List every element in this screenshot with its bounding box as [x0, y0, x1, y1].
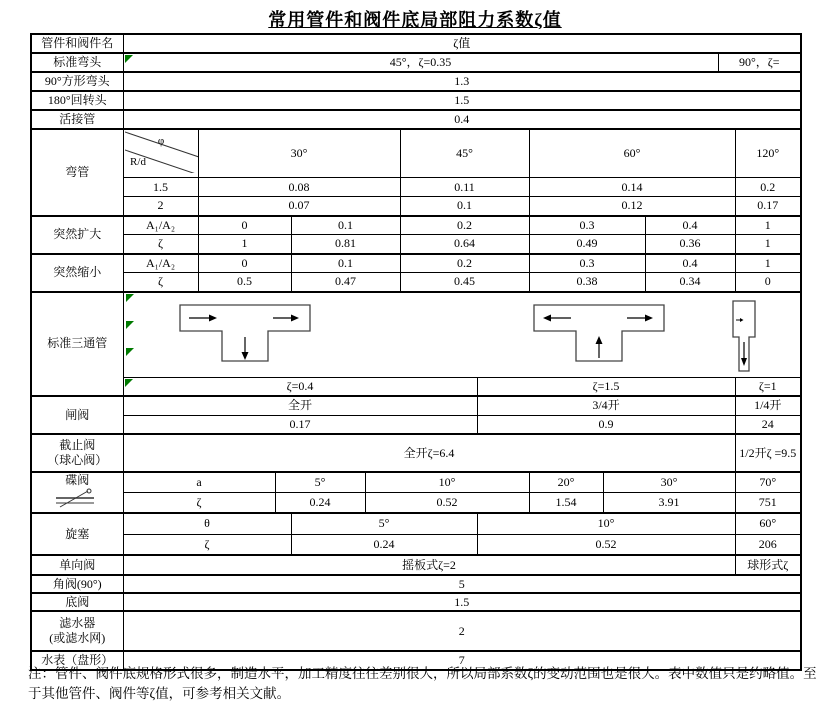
expansion-ratio-3: 0.3: [529, 216, 645, 235]
row-label-square-elbow: 90°方形弯头: [31, 72, 123, 91]
contraction-zeta-3: 0.38: [529, 273, 645, 292]
plug-angle-0: 5°: [291, 513, 477, 534]
tee-diagram-run-flow: [179, 304, 311, 368]
strainer-label-line2: (或滤水网): [49, 631, 106, 645]
contraction-zeta-label: ζ: [123, 273, 198, 292]
rd-label: R/d: [129, 156, 146, 168]
tee-diagram-cell: [123, 292, 801, 378]
standard-elbow-45-text: 45°，ζ=0.35: [389, 55, 452, 69]
arrow-down-icon: [241, 352, 248, 360]
tee-diagram-side-outlet: [732, 300, 756, 372]
bend-rd15-30: 0.08: [198, 178, 400, 197]
bend-angle-60: 60°: [529, 129, 735, 178]
row-label-sudden-contraction: 突然缩小: [31, 254, 123, 292]
expansion-zeta-label: ζ: [123, 235, 198, 254]
plug-zeta-1: 0.52: [477, 534, 735, 555]
gate-valve-open-full: 全开: [123, 396, 477, 415]
butterfly-param-label: a: [123, 472, 275, 493]
row-label-union-pipe: 活接管: [31, 110, 123, 129]
contraction-ratio-1: 0.1: [291, 254, 400, 273]
tee-zeta-run-text: ζ=0.4: [286, 378, 314, 393]
arrow-right-icon: [209, 314, 217, 321]
standard-elbow-90: 90°，ζ=: [718, 53, 801, 72]
header-zeta-value: ζ值: [123, 34, 801, 53]
expansion-zeta-2: 0.64: [400, 235, 529, 254]
phi-label: φ: [157, 135, 164, 147]
cell-error-indicator-icon: [125, 379, 133, 387]
arrow-right-icon: [645, 314, 653, 321]
row-label-gate-valve: 闸阀: [31, 396, 123, 434]
butterfly-zeta-3: 3.91: [603, 493, 735, 514]
angle-valve-value: 5: [123, 575, 801, 593]
plug-angle-2: 60°: [735, 513, 801, 534]
bend-angle-30: 30°: [198, 129, 400, 178]
row-label-strainer: [31, 611, 123, 651]
row-label-check-valve: 单向阀: [31, 555, 123, 575]
water-meter-value: 7: [123, 651, 801, 670]
row-label-angle-valve: 角阀(90°): [31, 575, 123, 593]
return-bend-value: 1.5: [123, 91, 801, 110]
globe-valve-label-line1: 截止阀: [59, 438, 96, 452]
contraction-zeta-0: 0.5: [198, 273, 291, 292]
tee-zeta-side: ζ=1: [735, 377, 801, 396]
expansion-ratio-4: 0.4: [645, 216, 735, 235]
union-pipe-value: 0.4: [123, 110, 801, 129]
row-label-plug-cock: 旋塞: [31, 513, 123, 555]
expansion-ratio-5: 1: [735, 216, 801, 235]
row-label-butterfly-valve: [31, 472, 123, 513]
butterfly-angle-3: 30°: [603, 472, 735, 493]
expansion-ratio-2: 0.2: [400, 216, 529, 235]
bend-rd15-45: 0.11: [400, 178, 529, 197]
contraction-ratio-2: 0.2: [400, 254, 529, 273]
cell-error-indicator-icon: [126, 321, 134, 329]
square-elbow-value: 1.3: [123, 72, 801, 91]
row-label-globe-valve: [31, 434, 123, 472]
plug-zeta-label: ζ: [123, 534, 291, 555]
expansion-ratio-label: A₁/A₂: [123, 216, 198, 235]
expansion-zeta-3: 0.49: [529, 235, 645, 254]
gate-valve-open-14: 1/4开: [735, 396, 801, 415]
plug-zeta-2: 206: [735, 534, 801, 555]
arrow-up-icon: [595, 336, 602, 344]
cell-error-indicator-icon: [126, 348, 134, 356]
standard-elbow-45: [123, 53, 718, 72]
bend-rd15-60: 0.14: [529, 178, 735, 197]
globe-valve-full-open: 全开ζ=6.4: [123, 434, 735, 472]
arrow-left-icon: [543, 314, 551, 321]
contraction-ratio-0: 0: [198, 254, 291, 273]
arrow-down-icon: [741, 358, 747, 366]
diagonal-header-cell: [123, 129, 198, 178]
bend-rd2-45: 0.1: [400, 197, 529, 216]
butterfly-zeta-1: 0.52: [365, 493, 529, 514]
row-label-water-meter: 水表（盘形）: [31, 651, 123, 670]
butterfly-zeta-label: ζ: [123, 493, 275, 514]
globe-valve-half-open: 1/2开ζ =9.5: [735, 434, 801, 472]
gate-valve-value-34: 0.9: [477, 415, 735, 434]
bend-rd-2: 2: [123, 197, 198, 216]
bend-rd2-30: 0.07: [198, 197, 400, 216]
butterfly-valve-label: 碟阀: [65, 473, 90, 487]
globe-valve-label-line2: （球心阀）: [47, 453, 108, 467]
tee-zeta-run: [123, 377, 477, 396]
expansion-zeta-5: 1: [735, 235, 801, 254]
tee-diagram-branch-flow: [533, 304, 665, 368]
expansion-zeta-1: 0.81: [291, 235, 400, 254]
contraction-zeta-4: 0.34: [645, 273, 735, 292]
arrow-right-icon: [740, 318, 744, 322]
strainer-value: 2: [123, 611, 801, 651]
plug-angle-1: 10°: [477, 513, 735, 534]
contraction-zeta-5: 0: [735, 273, 801, 292]
plug-param-label: θ: [123, 513, 291, 534]
row-label-standard-tee: 标准三通管: [31, 292, 123, 397]
contraction-zeta-2: 0.45: [400, 273, 529, 292]
foot-valve-value: 1.5: [123, 593, 801, 611]
footnote: 注：管件、阀件底规格形式很多，制造水平，加工精度往往差别很大，所以局部系数ζ的变动范围也是很大。表中数值只是约略值。至于其他管件、阀件等ζ值，可参考相关文献。: [28, 666, 817, 701]
gate-valve-value-14: 24: [735, 415, 801, 434]
butterfly-angle-2: 20°: [529, 472, 603, 493]
expansion-ratio-1: 0.1: [291, 216, 400, 235]
butterfly-zeta-4: 751: [735, 493, 801, 514]
strainer-label-line1: 滤水器: [59, 616, 96, 630]
butterfly-angle-1: 10°: [365, 472, 529, 493]
bend-angle-120: 120°: [735, 129, 801, 178]
expansion-zeta-4: 0.36: [645, 235, 735, 254]
bend-rd2-120: 0.17: [735, 197, 801, 216]
tee-diagrams: [125, 293, 800, 377]
tee-zeta-branch: ζ=1.5: [477, 377, 735, 396]
contraction-ratio-3: 0.3: [529, 254, 645, 273]
row-label-bend-pipe: 弯管: [31, 129, 123, 216]
bend-rd2-60: 0.12: [529, 197, 735, 216]
page-title: 常用管件和阀件底局部阻力系数ζ值: [268, 10, 562, 30]
bend-rd-15: 1.5: [123, 178, 198, 197]
row-label-standard-elbow: 标准弯头: [31, 53, 123, 72]
row-label-sudden-expansion: 突然扩大: [31, 216, 123, 254]
row-label-header: 管件和阀件名: [31, 34, 123, 53]
bend-rd15-120: 0.2: [735, 178, 801, 197]
arrow-right-icon: [291, 314, 299, 321]
butterfly-angle-4: 70°: [735, 472, 801, 493]
butterfly-angle-0: 5°: [275, 472, 365, 493]
plug-zeta-0: 0.24: [291, 534, 477, 555]
row-label-foot-valve: 底阀: [31, 593, 123, 611]
expansion-zeta-0: 1: [198, 235, 291, 254]
row-label-return-bend: 180°回转头: [31, 91, 123, 110]
contraction-ratio-5: 1: [735, 254, 801, 273]
resistance-coefficient-table: [30, 33, 802, 671]
check-valve-ball: 球形式ζ: [735, 555, 801, 575]
cell-error-indicator-icon: [126, 294, 134, 302]
cell-error-indicator-icon: [125, 55, 133, 63]
check-valve-swing: 摇板式ζ=2: [123, 555, 735, 575]
bend-angle-45: 45°: [400, 129, 529, 178]
diagonal-split-lines: [125, 130, 199, 173]
contraction-ratio-4: 0.4: [645, 254, 735, 273]
butterfly-zeta-0: 0.24: [275, 493, 365, 514]
gate-valve-open-34: 3/4开: [477, 396, 735, 415]
contraction-zeta-1: 0.47: [291, 273, 400, 292]
expansion-ratio-0: 0: [198, 216, 291, 235]
gate-valve-value-full: 0.17: [123, 415, 477, 434]
contraction-ratio-label: A₁/A₂: [123, 254, 198, 273]
butterfly-valve-symbol: [54, 488, 100, 508]
butterfly-zeta-2: 1.54: [529, 493, 603, 514]
